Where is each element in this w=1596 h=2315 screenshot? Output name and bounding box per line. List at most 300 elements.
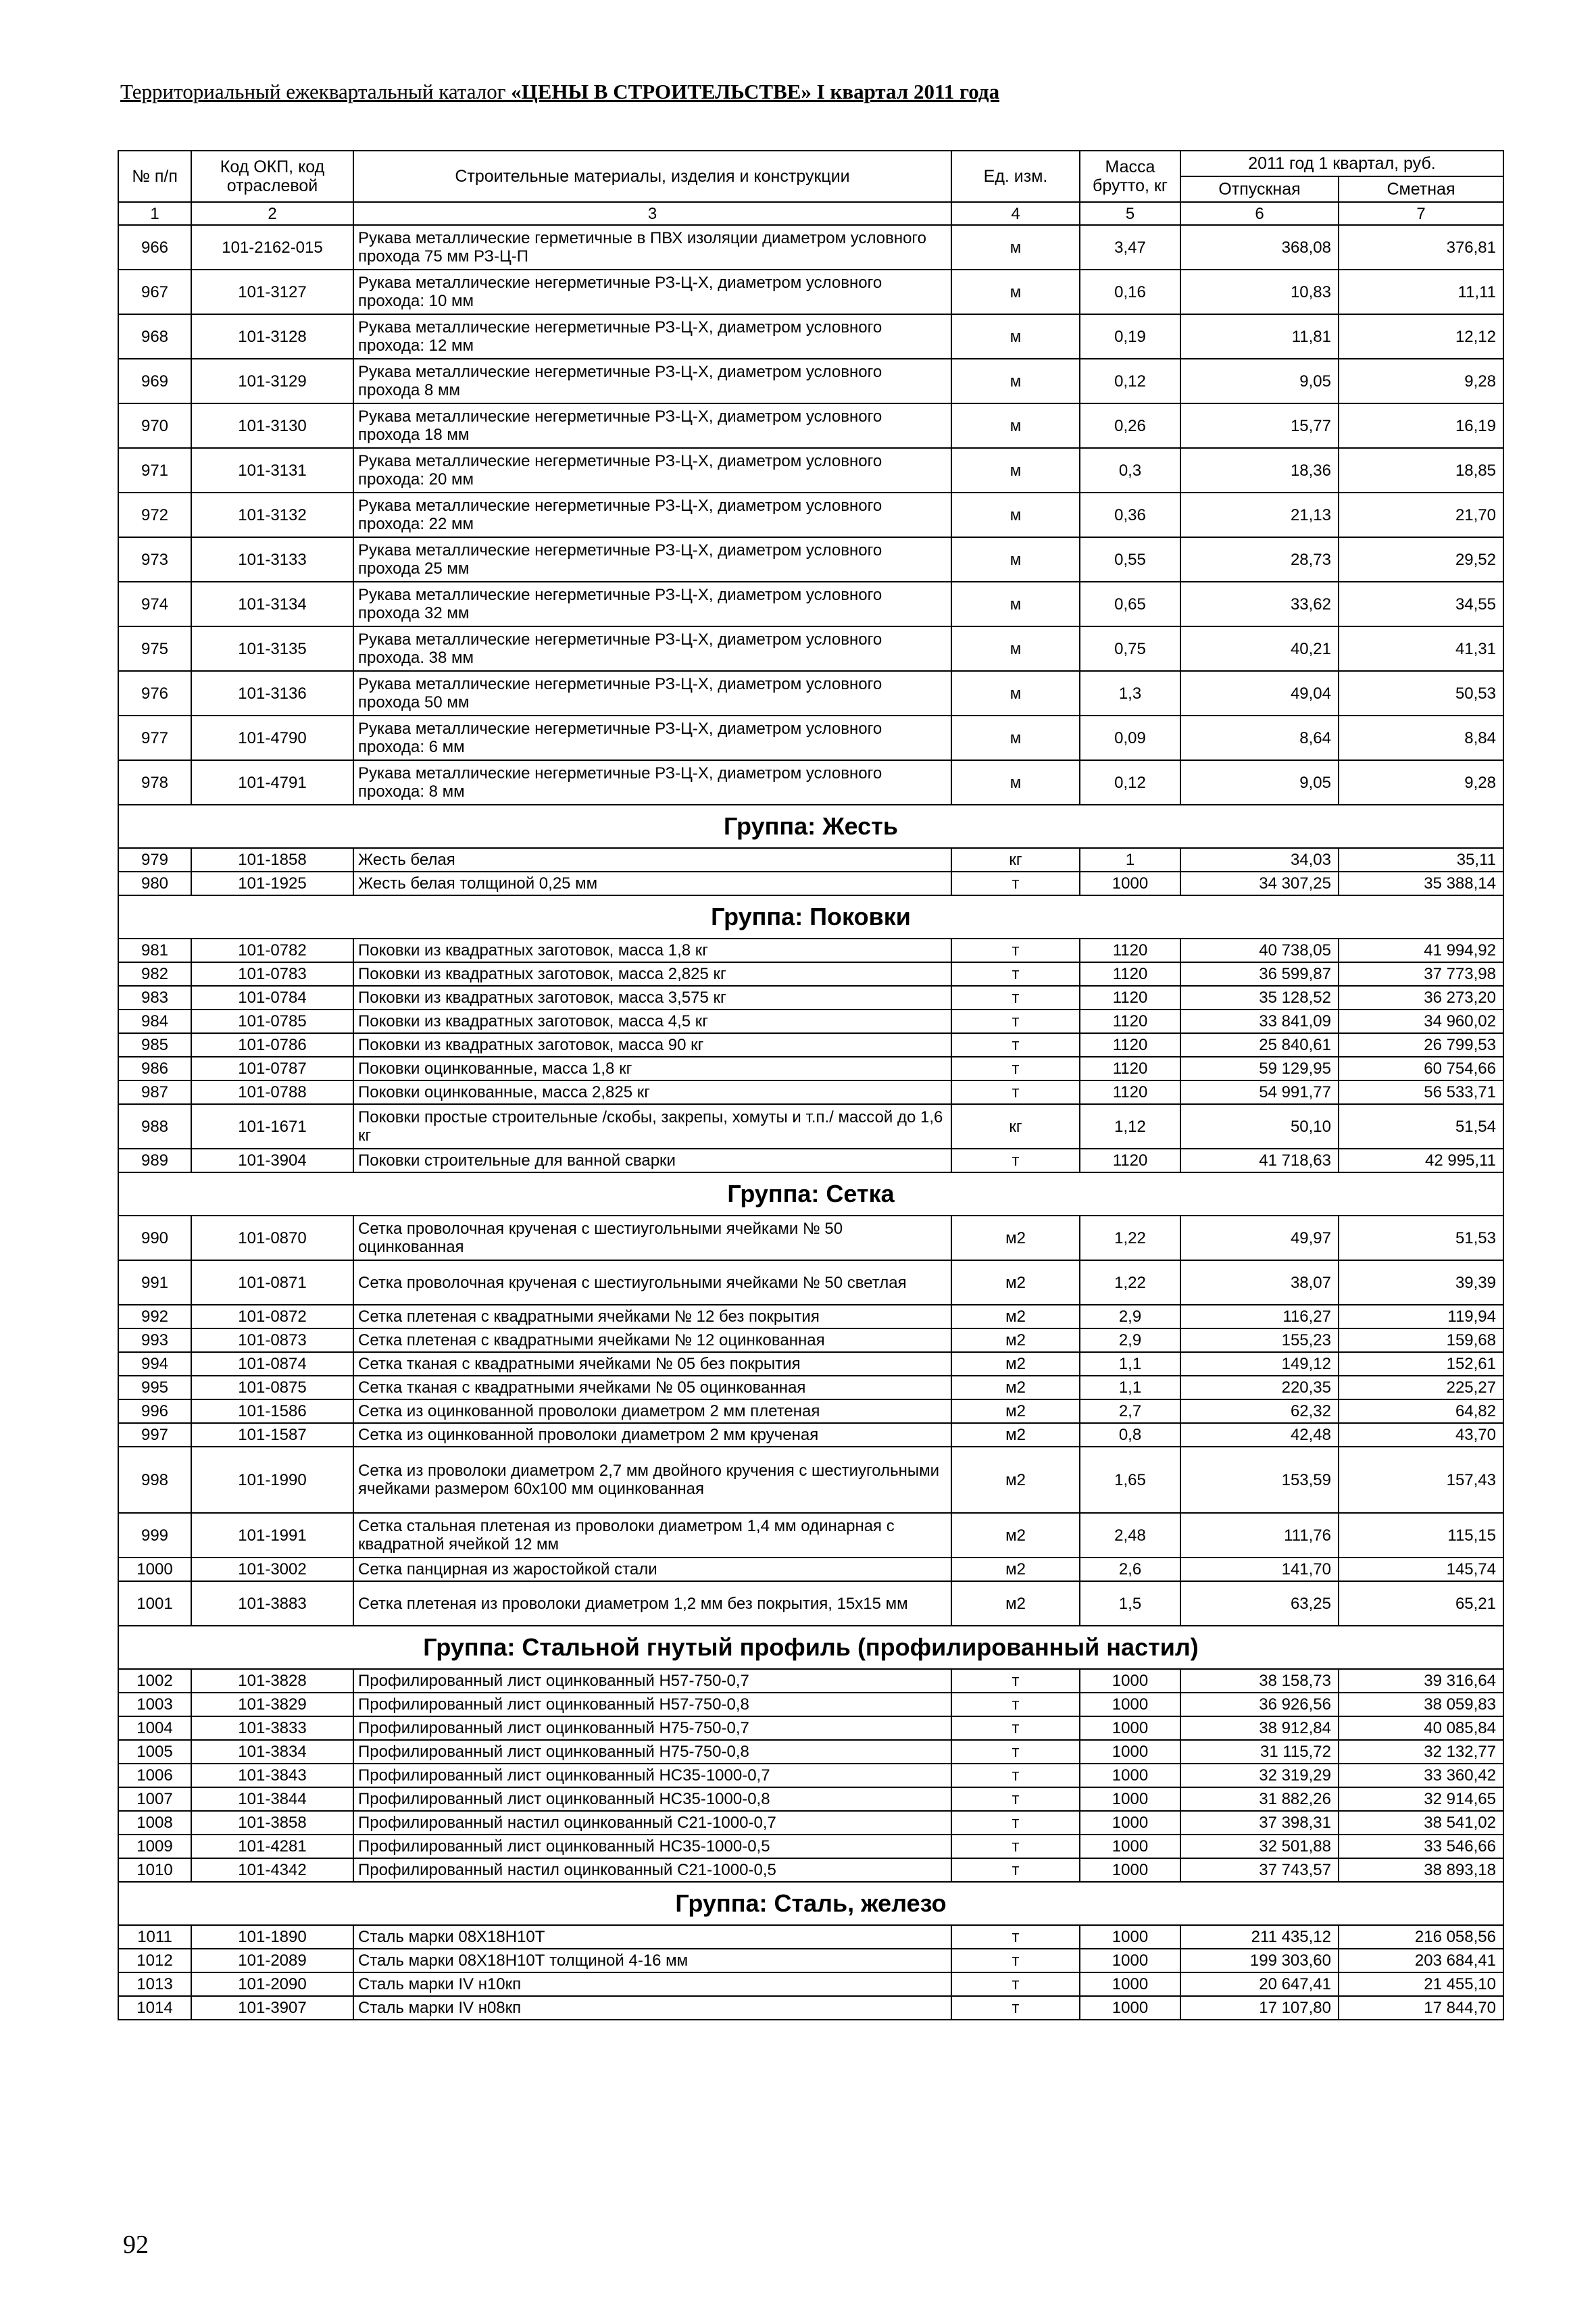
- row-number-cell: 990: [118, 1216, 191, 1260]
- mass-cell: 1000: [1080, 1764, 1180, 1787]
- release-price-cell: 50,10: [1180, 1104, 1339, 1149]
- estimate-price-cell: 64,82: [1339, 1399, 1503, 1423]
- estimate-price-cell: 203 684,41: [1339, 1949, 1503, 1972]
- table-row: [118, 448, 1503, 493]
- row-number-cell: 1012: [118, 1949, 191, 1972]
- group-heading: Группа: Стальной гнутый профиль (профилированный настил): [118, 1626, 1503, 1669]
- product-code-cell: 101-1587: [191, 1423, 353, 1447]
- row-number-cell: 1003: [118, 1693, 191, 1716]
- table-row: [118, 760, 1503, 805]
- product-name-cell: Поковки оцинкованные, масса 2,825 кг: [353, 1080, 951, 1104]
- unit-cell: кг: [951, 1104, 1080, 1149]
- group-heading-row: [118, 805, 1503, 848]
- release-price-cell: 25 840,61: [1180, 1033, 1339, 1057]
- unit-cell: м: [951, 582, 1080, 626]
- col-header-number: № п/п: [118, 151, 191, 202]
- table-row: [118, 1149, 1503, 1172]
- product-name-cell: Рукава металлические негерметичные РЗ-Ц-Х, диаметром условного прохода. 38 мм: [353, 626, 951, 671]
- release-price-cell: 37 398,31: [1180, 1811, 1339, 1835]
- estimate-price-cell: 35,11: [1339, 848, 1503, 872]
- release-price-cell: 31 882,26: [1180, 1787, 1339, 1811]
- product-code-cell: 101-3907: [191, 1996, 353, 2020]
- mass-cell: 1120: [1080, 986, 1180, 1010]
- table-row: [118, 493, 1503, 537]
- product-code-cell: 101-3130: [191, 403, 353, 448]
- estimate-price-cell: 21,70: [1339, 493, 1503, 537]
- row-number-cell: 1007: [118, 1787, 191, 1811]
- group-heading: Группа: Жесть: [118, 805, 1503, 848]
- price-table: [118, 150, 1504, 2020]
- group-heading: Группа: Сетка: [118, 1172, 1503, 1216]
- header-title: «ЦЕНЫ В СТРОИТЕЛЬСТВЕ»: [511, 80, 812, 103]
- mass-cell: 1,5: [1080, 1581, 1180, 1626]
- product-name-cell: Сетка тканая с квадратными ячейками № 05 без покрытия: [353, 1352, 951, 1376]
- row-number-cell: 1010: [118, 1858, 191, 1882]
- column-number: 2: [191, 202, 353, 225]
- unit-cell: м: [951, 493, 1080, 537]
- estimate-price-cell: 34 960,02: [1339, 1010, 1503, 1033]
- unit-cell: м: [951, 403, 1080, 448]
- product-name-cell: Поковки из квадратных заготовок, масса 90 кг: [353, 1033, 951, 1057]
- table-row: [118, 1260, 1503, 1305]
- column-number: 7: [1339, 202, 1503, 225]
- col-header-mass: Масса брутто, кг: [1080, 151, 1180, 202]
- estimate-price-cell: 32 132,77: [1339, 1740, 1503, 1764]
- table-row: [118, 1949, 1503, 1972]
- row-number-cell: 989: [118, 1149, 191, 1172]
- release-price-cell: 38 158,73: [1180, 1669, 1339, 1693]
- estimate-price-cell: 40 085,84: [1339, 1716, 1503, 1740]
- mass-cell: 1120: [1080, 1010, 1180, 1033]
- product-name-cell: Сталь марки IV н08кп: [353, 1996, 951, 2020]
- row-number-cell: 977: [118, 716, 191, 760]
- table-row: [118, 1305, 1503, 1328]
- product-code-cell: 101-3135: [191, 626, 353, 671]
- release-price-cell: 62,32: [1180, 1399, 1339, 1423]
- row-number-cell: 988: [118, 1104, 191, 1149]
- estimate-price-cell: 9,28: [1339, 359, 1503, 403]
- product-code-cell: 101-3134: [191, 582, 353, 626]
- product-name-cell: Рукава металлические негерметичные РЗ-Ц-Х, диаметром условного прохода 8 мм: [353, 359, 951, 403]
- mass-cell: 0,36: [1080, 493, 1180, 537]
- product-code-cell: 101-0874: [191, 1352, 353, 1376]
- mass-cell: 1120: [1080, 962, 1180, 986]
- product-code-cell: 101-0871: [191, 1260, 353, 1305]
- estimate-price-cell: 39,39: [1339, 1260, 1503, 1305]
- estimate-price-cell: 56 533,71: [1339, 1080, 1503, 1104]
- product-code-cell: 101-3844: [191, 1787, 353, 1811]
- row-number-cell: 980: [118, 872, 191, 895]
- unit-cell: т: [951, 1080, 1080, 1104]
- product-code-cell: 101-0785: [191, 1010, 353, 1033]
- product-name-cell: Жесть белая: [353, 848, 951, 872]
- release-price-cell: 31 115,72: [1180, 1740, 1339, 1764]
- product-name-cell: Рукава металлические негерметичные РЗ-Ц-Х, диаметром условного прохода: 6 мм: [353, 716, 951, 760]
- mass-cell: 1120: [1080, 939, 1180, 962]
- product-name-cell: Сталь марки 08Х18Н10Т: [353, 1925, 951, 1949]
- table-row: [118, 1740, 1503, 1764]
- product-name-cell: Профилированный лист оцинкованный НС35-1000-0,8: [353, 1787, 951, 1811]
- release-price-cell: 141,70: [1180, 1558, 1339, 1581]
- estimate-price-cell: 16,19: [1339, 403, 1503, 448]
- release-price-cell: 32 319,29: [1180, 1764, 1339, 1787]
- col-header-release-price: Отпускная: [1180, 176, 1339, 202]
- table-row: [118, 1216, 1503, 1260]
- table-row: [118, 1996, 1503, 2020]
- estimate-price-cell: 33 546,66: [1339, 1835, 1503, 1858]
- row-number-cell: 998: [118, 1447, 191, 1513]
- release-price-cell: 10,83: [1180, 270, 1339, 314]
- row-number-cell: 991: [118, 1260, 191, 1305]
- release-price-cell: 41 718,63: [1180, 1149, 1339, 1172]
- mass-cell: 1000: [1080, 872, 1180, 895]
- mass-cell: 1000: [1080, 1693, 1180, 1716]
- table-row: [118, 671, 1503, 716]
- product-name-cell: Поковки строительные для ванной сварки: [353, 1149, 951, 1172]
- product-code-cell: 101-3127: [191, 270, 353, 314]
- release-price-cell: 21,13: [1180, 493, 1339, 537]
- unit-cell: м2: [951, 1305, 1080, 1328]
- release-price-cell: 40,21: [1180, 626, 1339, 671]
- row-number-cell: 966: [118, 225, 191, 270]
- table-row: [118, 537, 1503, 582]
- release-price-cell: 111,76: [1180, 1513, 1339, 1558]
- product-code-cell: 101-2090: [191, 1972, 353, 1996]
- table-row: [118, 314, 1503, 359]
- estimate-price-cell: 11,11: [1339, 270, 1503, 314]
- product-code-cell: 101-3131: [191, 448, 353, 493]
- product-code-cell: 101-0872: [191, 1305, 353, 1328]
- row-number-cell: 967: [118, 270, 191, 314]
- product-name-cell: Сетка из оцинкованной проволоки диаметром 2 мм крученая: [353, 1423, 951, 1447]
- mass-cell: 1,22: [1080, 1260, 1180, 1305]
- table-row: [118, 1811, 1503, 1835]
- unit-cell: м2: [951, 1558, 1080, 1581]
- row-number-cell: 979: [118, 848, 191, 872]
- unit-cell: м2: [951, 1399, 1080, 1423]
- product-code-cell: 101-1586: [191, 1399, 353, 1423]
- product-name-cell: Профилированный настил оцинкованный С21-1000-0,7: [353, 1811, 951, 1835]
- product-code-cell: 101-3133: [191, 537, 353, 582]
- product-name-cell: Профилированный лист оцинкованный Н57-750-0,7: [353, 1669, 951, 1693]
- mass-cell: 1,1: [1080, 1352, 1180, 1376]
- unit-cell: м2: [951, 1447, 1080, 1513]
- estimate-price-cell: 38 541,02: [1339, 1811, 1503, 1835]
- mass-cell: 0,8: [1080, 1423, 1180, 1447]
- unit-cell: т: [951, 1669, 1080, 1693]
- unit-cell: т: [951, 1972, 1080, 1996]
- product-name-cell: Поковки из квадратных заготовок, масса 1,8 кг: [353, 939, 951, 962]
- mass-cell: 1120: [1080, 1057, 1180, 1080]
- row-number-cell: 994: [118, 1352, 191, 1376]
- product-name-cell: Сетка из проволоки диаметром 2,7 мм двойного кручения с шестиугольными ячейками размером 60х100 мм оцинкованная: [353, 1447, 951, 1513]
- product-code-cell: 101-0873: [191, 1328, 353, 1352]
- estimate-price-cell: 43,70: [1339, 1423, 1503, 1447]
- row-number-cell: 1008: [118, 1811, 191, 1835]
- mass-cell: 1,65: [1080, 1447, 1180, 1513]
- release-price-cell: 33,62: [1180, 582, 1339, 626]
- column-number: 1: [118, 202, 191, 225]
- product-code-cell: 101-3828: [191, 1669, 353, 1693]
- group-heading: Группа: Сталь, железо: [118, 1882, 1503, 1925]
- product-name-cell: Сетка проволочная крученая с шестиугольными ячейками № 50 светлая: [353, 1260, 951, 1305]
- unit-cell: м: [951, 270, 1080, 314]
- release-price-cell: 8,64: [1180, 716, 1339, 760]
- product-code-cell: 101-3833: [191, 1716, 353, 1740]
- estimate-price-cell: 51,53: [1339, 1216, 1503, 1260]
- product-name-cell: Профилированный настил оцинкованный С21-1000-0,5: [353, 1858, 951, 1882]
- release-price-cell: 9,05: [1180, 760, 1339, 805]
- unit-cell: м2: [951, 1423, 1080, 1447]
- row-number-cell: 971: [118, 448, 191, 493]
- table-row: [118, 225, 1503, 270]
- col-header-code: Код ОКП, код отраслевой: [191, 151, 353, 202]
- estimate-price-cell: 8,84: [1339, 716, 1503, 760]
- estimate-price-cell: 51,54: [1339, 1104, 1503, 1149]
- release-price-cell: 15,77: [1180, 403, 1339, 448]
- product-name-cell: Рукава металлические негерметичные РЗ-Ц-Х, диаметром условного прохода: 20 мм: [353, 448, 951, 493]
- page-number: 92: [123, 2231, 149, 2259]
- unit-cell: м: [951, 716, 1080, 760]
- row-number-cell: 983: [118, 986, 191, 1010]
- product-code-cell: 101-3834: [191, 1740, 353, 1764]
- unit-cell: т: [951, 1740, 1080, 1764]
- mass-cell: 1000: [1080, 1925, 1180, 1949]
- table-row: [118, 1693, 1503, 1716]
- estimate-price-cell: 17 844,70: [1339, 1996, 1503, 2020]
- release-price-cell: 211 435,12: [1180, 1925, 1339, 1949]
- row-number-cell: 999: [118, 1513, 191, 1558]
- column-number: 5: [1080, 202, 1180, 225]
- product-name-cell: Сетка плетеная с квадратными ячейками № 12 оцинкованная: [353, 1328, 951, 1352]
- table-row: [118, 1716, 1503, 1740]
- unit-cell: т: [951, 1057, 1080, 1080]
- unit-cell: т: [951, 1764, 1080, 1787]
- row-number-cell: 986: [118, 1057, 191, 1080]
- product-code-cell: 101-3129: [191, 359, 353, 403]
- group-heading-row: [118, 1882, 1503, 1925]
- mass-cell: 0,3: [1080, 448, 1180, 493]
- estimate-price-cell: 225,27: [1339, 1376, 1503, 1399]
- release-price-cell: 49,97: [1180, 1216, 1339, 1260]
- mass-cell: 0,26: [1080, 403, 1180, 448]
- table-row: [118, 872, 1503, 895]
- product-name-cell: Профилированный лист оцинкованный Н75-750-0,7: [353, 1716, 951, 1740]
- unit-cell: м: [951, 448, 1080, 493]
- table-row: [118, 1581, 1503, 1626]
- release-price-cell: 54 991,77: [1180, 1080, 1339, 1104]
- product-name-cell: Профилированный лист оцинкованный Н57-750-0,8: [353, 1693, 951, 1716]
- table-row: [118, 1835, 1503, 1858]
- mass-cell: 1000: [1080, 1740, 1180, 1764]
- estimate-price-cell: 41,31: [1339, 626, 1503, 671]
- product-name-cell: Рукава металлические негерметичные РЗ-Ц-Х, диаметром условного прохода: 22 мм: [353, 493, 951, 537]
- unit-cell: т: [951, 962, 1080, 986]
- table-row: [118, 962, 1503, 986]
- estimate-price-cell: 18,85: [1339, 448, 1503, 493]
- product-code-cell: 101-0784: [191, 986, 353, 1010]
- row-number-cell: 984: [118, 1010, 191, 1033]
- release-price-cell: 63,25: [1180, 1581, 1339, 1626]
- col-header-estimate-price: Сметная: [1339, 176, 1503, 202]
- product-name-cell: Сетка панцирная из жаростойкой стали: [353, 1558, 951, 1581]
- product-name-cell: Поковки из квадратных заготовок, масса 3,575 кг: [353, 986, 951, 1010]
- estimate-price-cell: 37 773,98: [1339, 962, 1503, 986]
- unit-cell: т: [951, 1925, 1080, 1949]
- table-body: [118, 225, 1503, 2020]
- product-code-cell: 101-3904: [191, 1149, 353, 1172]
- product-name-cell: Рукава металлические негерметичные РЗ-Ц-Х, диаметром условного прохода 50 мм: [353, 671, 951, 716]
- release-price-cell: 220,35: [1180, 1376, 1339, 1399]
- row-number-cell: 981: [118, 939, 191, 962]
- release-price-cell: 28,73: [1180, 537, 1339, 582]
- product-name-cell: Рукава металлические герметичные в ПВХ изоляции диаметром условного прохода 75 мм РЗ-Ц-П: [353, 225, 951, 270]
- table-row: [118, 582, 1503, 626]
- release-price-cell: 38 912,84: [1180, 1716, 1339, 1740]
- header-suffix: I квартал 2011 года: [811, 80, 1000, 103]
- table-row: [118, 939, 1503, 962]
- row-number-cell: 993: [118, 1328, 191, 1352]
- catalog-header: [120, 80, 999, 104]
- product-name-cell: Рукава металлические негерметичные РЗ-Ц-Х, диаметром условного прохода 25 мм: [353, 537, 951, 582]
- unit-cell: м2: [951, 1513, 1080, 1558]
- release-price-cell: 155,23: [1180, 1328, 1339, 1352]
- product-name-cell: Профилированный лист оцинкованный НС35-1000-0,7: [353, 1764, 951, 1787]
- product-code-cell: 101-0786: [191, 1033, 353, 1057]
- product-code-cell: 101-0787: [191, 1057, 353, 1080]
- row-number-cell: 976: [118, 671, 191, 716]
- product-name-cell: Поковки из квадратных заготовок, масса 2,825 кг: [353, 962, 951, 986]
- product-code-cell: 101-2089: [191, 1949, 353, 1972]
- product-code-cell: 101-1990: [191, 1447, 353, 1513]
- estimate-price-cell: 42 995,11: [1339, 1149, 1503, 1172]
- table-row: [118, 1328, 1503, 1352]
- unit-cell: т: [951, 872, 1080, 895]
- release-price-cell: 36 599,87: [1180, 962, 1339, 986]
- product-code-cell: 101-1858: [191, 848, 353, 872]
- unit-cell: т: [951, 1033, 1080, 1057]
- row-number-cell: 995: [118, 1376, 191, 1399]
- mass-cell: 1000: [1080, 1716, 1180, 1740]
- release-price-cell: 59 129,95: [1180, 1057, 1339, 1080]
- col-header-name: Строительные материалы, изделия и конструкции: [353, 151, 951, 202]
- row-number-cell: 1011: [118, 1925, 191, 1949]
- column-number: 3: [353, 202, 951, 225]
- release-price-cell: 34 307,25: [1180, 872, 1339, 895]
- product-code-cell: 101-3858: [191, 1811, 353, 1835]
- product-code-cell: 101-3829: [191, 1693, 353, 1716]
- table-row: [118, 986, 1503, 1010]
- estimate-price-cell: 115,15: [1339, 1513, 1503, 1558]
- table-row: [118, 1080, 1503, 1104]
- row-number-cell: 996: [118, 1399, 191, 1423]
- unit-cell: т: [951, 1996, 1080, 2020]
- unit-cell: м2: [951, 1216, 1080, 1260]
- release-price-cell: 38,07: [1180, 1260, 1339, 1305]
- release-price-cell: 17 107,80: [1180, 1996, 1339, 2020]
- unit-cell: м2: [951, 1581, 1080, 1626]
- estimate-price-cell: 38 893,18: [1339, 1858, 1503, 1882]
- table-row: [118, 626, 1503, 671]
- product-name-cell: Сталь марки 08Х18Н10Т толщиной 4-16 мм: [353, 1949, 951, 1972]
- column-numbers-row: [118, 202, 1503, 225]
- table-row: [118, 1423, 1503, 1447]
- product-name-cell: Профилированный лист оцинкованный Н75-750-0,8: [353, 1740, 951, 1764]
- estimate-price-cell: 12,12: [1339, 314, 1503, 359]
- mass-cell: 1000: [1080, 1669, 1180, 1693]
- product-name-cell: Рукава металлические негерметичные РЗ-Ц-Х, диаметром условного прохода 32 мм: [353, 582, 951, 626]
- group-heading-row: [118, 895, 1503, 939]
- estimate-price-cell: 21 455,10: [1339, 1972, 1503, 1996]
- release-price-cell: 33 841,09: [1180, 1010, 1339, 1033]
- row-number-cell: 973: [118, 537, 191, 582]
- unit-cell: т: [951, 1835, 1080, 1858]
- row-number-cell: 982: [118, 962, 191, 986]
- release-price-cell: 199 303,60: [1180, 1949, 1339, 1972]
- table-row: [118, 1399, 1503, 1423]
- mass-cell: 0,16: [1080, 270, 1180, 314]
- mass-cell: 1,3: [1080, 671, 1180, 716]
- product-code-cell: 101-2162-015: [191, 225, 353, 270]
- row-number-cell: 1000: [118, 1558, 191, 1581]
- mass-cell: 0,75: [1080, 626, 1180, 671]
- product-name-cell: Поковки из квадратных заготовок, масса 4,5 кг: [353, 1010, 951, 1033]
- table-header-row: [118, 151, 1503, 176]
- unit-cell: т: [951, 1949, 1080, 1972]
- mass-cell: 0,55: [1080, 537, 1180, 582]
- row-number-cell: 1005: [118, 1740, 191, 1764]
- estimate-price-cell: 50,53: [1339, 671, 1503, 716]
- row-number-cell: 969: [118, 359, 191, 403]
- product-code-cell: 101-3136: [191, 671, 353, 716]
- row-number-cell: 1013: [118, 1972, 191, 1996]
- unit-cell: м2: [951, 1352, 1080, 1376]
- estimate-price-cell: 41 994,92: [1339, 939, 1503, 962]
- release-price-cell: 32 501,88: [1180, 1835, 1339, 1858]
- unit-cell: т: [951, 1010, 1080, 1033]
- product-name-cell: Рукава металлические негерметичные РЗ-Ц-Х, диаметром условного прохода 18 мм: [353, 403, 951, 448]
- row-number-cell: 972: [118, 493, 191, 537]
- mass-cell: 1000: [1080, 1949, 1180, 1972]
- release-price-cell: 34,03: [1180, 848, 1339, 872]
- col-header-period: 2011 год 1 квартал, руб.: [1180, 151, 1503, 176]
- estimate-price-cell: 159,68: [1339, 1328, 1503, 1352]
- product-code-cell: 101-0870: [191, 1216, 353, 1260]
- product-name-cell: Рукава металлические негерметичные РЗ-Ц-Х, диаметром условного прохода: 10 мм: [353, 270, 951, 314]
- row-number-cell: 1001: [118, 1581, 191, 1626]
- estimate-price-cell: 145,74: [1339, 1558, 1503, 1581]
- group-heading: Группа: Поковки: [118, 895, 1503, 939]
- table-row: [118, 848, 1503, 872]
- table-row: [118, 1764, 1503, 1787]
- estimate-price-cell: 60 754,66: [1339, 1057, 1503, 1080]
- product-name-cell: Поковки простые строительные /скобы, закрепы, хомуты и т.п./ массой до 1,6 кг: [353, 1104, 951, 1149]
- mass-cell: 1000: [1080, 1835, 1180, 1858]
- mass-cell: 2,9: [1080, 1328, 1180, 1352]
- estimate-price-cell: 34,55: [1339, 582, 1503, 626]
- table-row: [118, 1669, 1503, 1693]
- release-price-cell: 18,36: [1180, 448, 1339, 493]
- mass-cell: 1000: [1080, 1858, 1180, 1882]
- product-code-cell: 101-0782: [191, 939, 353, 962]
- unit-cell: кг: [951, 848, 1080, 872]
- mass-cell: 1120: [1080, 1080, 1180, 1104]
- product-name-cell: Сетка плетеная с квадратными ячейками № 12 без покрытия: [353, 1305, 951, 1328]
- table-row: [118, 1858, 1503, 1882]
- unit-cell: м: [951, 626, 1080, 671]
- estimate-price-cell: 216 058,56: [1339, 1925, 1503, 1949]
- mass-cell: 1: [1080, 848, 1180, 872]
